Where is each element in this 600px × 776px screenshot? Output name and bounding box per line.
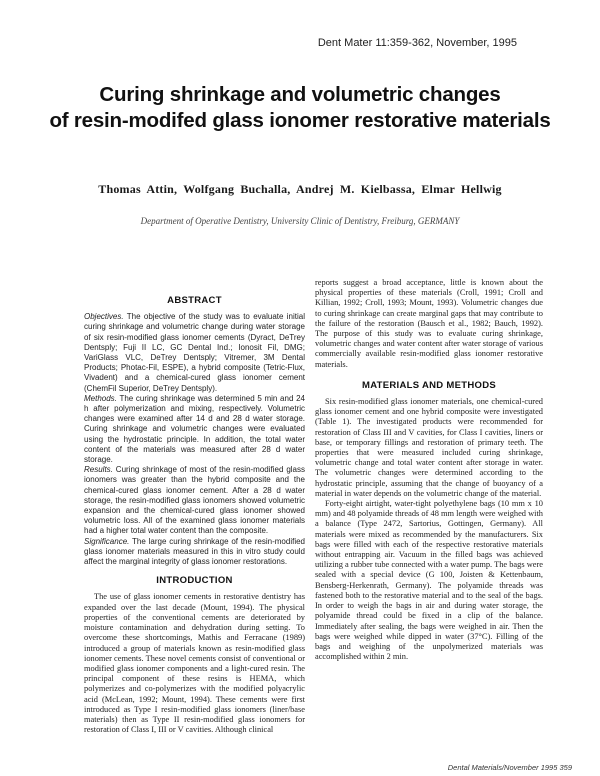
objectives-label: Objectives. bbox=[84, 312, 124, 322]
methods-text: The curing shrinkage was determined 5 min and 24 h after polymerization and mixing, respectively. Volumetric changes were examined after 14 d and 28 d water storage. Curing shrinkage and volumetric changes were evaluated using the hydrostatic principle. In addition, the total water content of the materials was measured after 28 d water storage. bbox=[84, 393, 305, 465]
methods-label: Methods. bbox=[84, 393, 117, 403]
author-affiliation: Department of Operative Dentistry, University Clinic of Dentistry, Freiburg, GERMANY bbox=[140, 216, 460, 226]
introduction-paragraph: The use of glass ionomer cements in restorative dentistry has expanded over the last decade (Mount, 1994). The physical properties of the conventional cements are deteriorated by moisture contamination and dehydration during setting. To overcome these shortcomings, Mathis and Ferracane (1989) introduced a group of materials known as resin-modified glass ionomer cements. These novel cements consist of conventional or modified glass ionomer components and a light-cured resin. The principal component of these resins is HEMA, which polymerizes and co-polymerizes with the modified polyacrylic acid (McLean, 1992; Mount, 1994). These cements were first introduced as Type I resin-modified glass ionomers (liner/base materials) then as Type II resin-modified glass ionomers for restoration of Class I, III or V cavities. Although clinical bbox=[84, 592, 305, 735]
title-line-1: Curing shrinkage and volumetric changes bbox=[99, 83, 501, 106]
abstract-heading: ABSTRACT bbox=[167, 295, 222, 306]
right-column bbox=[315, 278, 543, 662]
page-footer: Dental Materials/November 1995 359 bbox=[447, 763, 572, 772]
materials-methods-heading: MATERIALS AND METHODS bbox=[361, 379, 497, 391]
abstract-significance bbox=[84, 537, 305, 568]
author-list: Thomas Attin, Wolfgang Buchalla, Andrej M. Kielbassa, Elmar Hellwig bbox=[98, 182, 502, 196]
objectives-text: The objective of the study was to evaluate initial curing shrinkage and volumetric change during water storage of six resin-modified glass ionomer cements (Dyract, DeTrey Dentsply; Fuji II LC, GC Dental Ind.; Ionosit Fil, DMG; VariGlass VLC, DeTrey Dentsply; Vitremer, 3M Dental Products; Photac-Fil, ESPE), a hybrid composite (Tetric-Flux, Vivadent) and a chemical-cured glass ionomer cement (ChemFil Superior, DeTrey Dentsply). bbox=[84, 312, 305, 393]
significance-text: The large curing shrinkage of the resin-modified glass ionomer materials measured in this in vitro study could affect the marginal integrity of glass ionomer restorations. bbox=[84, 536, 305, 567]
abstract-methods bbox=[84, 394, 305, 465]
methods-paragraph-1: Six resin-modified glass ionomer materials, one chemical-cured glass ionomer cement and one hybrid composite were investigated (Table 1). The investigated products were recommended for restoration of Class III and V cavities, for Class I cavities, liners or base, or temporary fillings and restoration of primary teeth. The properties that were measured included curing shrinkage, volumetric change and total water content after storage in water. The volumetric changes were determined according to the hydrostatic principle, assuming that the change of buoyancy of a material in water depends on the volumetric change of the material. bbox=[315, 397, 543, 498]
title-line-2: of resin-modifed glass ionomer restorative materials bbox=[49, 109, 551, 132]
article-title bbox=[30, 82, 570, 134]
abstract-results bbox=[84, 465, 305, 536]
introduction-heading: INTRODUCTION bbox=[156, 575, 233, 587]
left-column bbox=[84, 296, 305, 735]
results-label: Results. bbox=[84, 465, 113, 475]
significance-label: Significance. bbox=[84, 536, 130, 546]
journal-reference: Dent Mater 11:359-362, November, 1995 bbox=[317, 37, 517, 49]
results-text: Curing shrinkage of most of the resin-modified glass ionomers was greater than the hybrid composite and the chemical-cured glass ionomer cement. After a 28 d water storage, the resin-modified glass ionomers showed volumetric expansion and the chemical-cured glass ionomer showed volumetric loss. All of the examined glass ionomer materials had a higher total water content than the composite. bbox=[84, 465, 305, 536]
introduction-continuation: reports suggest a broad acceptance, little is known about the physical properties of these materials (Croll, 1991; Croll and Killian, 1992; Croll, 1993; Mount, 1993). Volumetric changes due to curing shrinkage can create marginal gaps that may contribute to the failure of the restoration (Bausch et al., 1982; Bauch, 1992). The purpose of this study was to evaluate curing shrinkage, volumetric changes and water content after water storage of various commercially available resin-modified glass ionomer restorative materials. bbox=[315, 278, 543, 369]
abstract-objectives bbox=[84, 312, 305, 394]
methods-paragraph-2: Forty-eight airtight, water-tight polyethylene bags (10 mm x 10 mm) and 48 polyamide threads of 48 mm length were weighed with a balance (Type 2472, Sartorius, Gottingen, Germany). All materials were mixed as recommended by the manufacturers. Six bags were filled with each of the respective restorative materials without entrapping air. Vacuum in the filled bags was achieved utilizing a rubber tube connected with a water pump. The bags were sealed with a special device (G 100, Joisten & Kettenbaum, Bensberg-Herkenrath, Germany). The polyamide threads was fastened both to the restorative material and to the seal of the bags. In order to weigh the bags in air and during water storage, the polyamide thread could be fixed in a clip of the balance. Immediately after sealing, the bags were weighed in air. Then the bags were weighed while dipped in water (37°C). Filling of the bags and weighing of the unpolymerized materials was accomplished within 2 min. bbox=[315, 499, 543, 662]
